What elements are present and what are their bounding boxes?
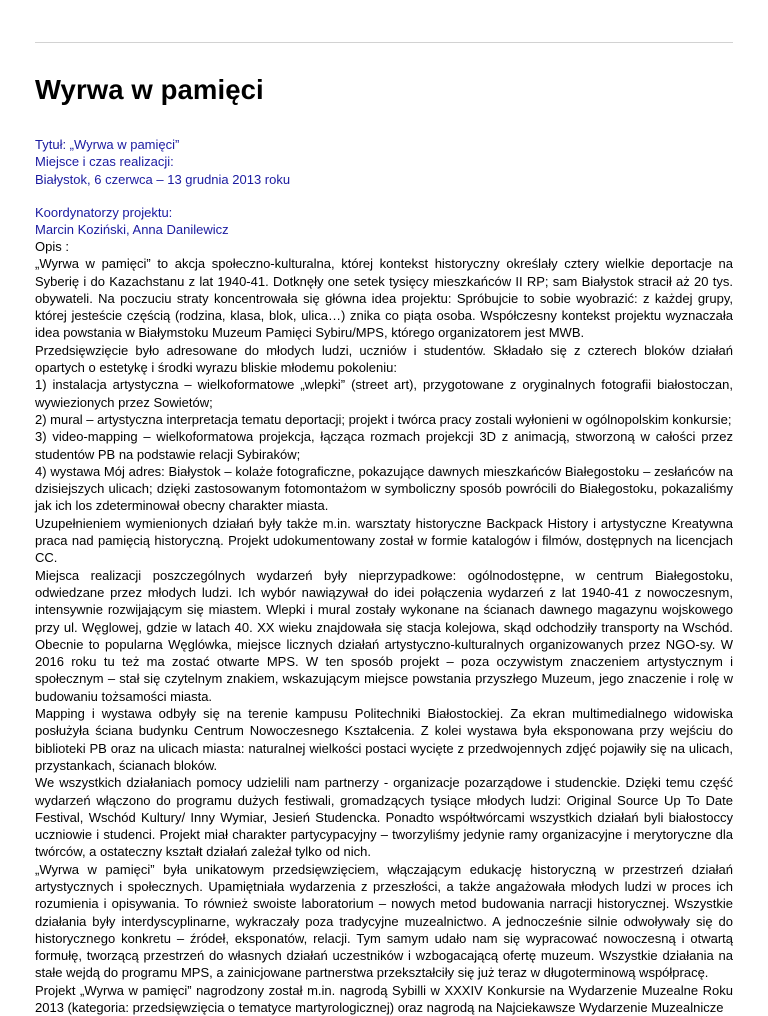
coordinators-value: Marcin Koziński, Anna Danilewicz <box>35 222 229 238</box>
paragraph: Mapping i wystawa odbyły się na terenie kampusu Politechniki Białostockiej. Za ekran multimedialnego widowiska posłużyła ściana budynku Centrum Nowoczesnego Kształcenia. Z kolei wystawa była eksponowana przy wejściu do biblioteki PB oraz na ulicach miasta: naturalnej wielkości postaci wycięte z przedwojennych zdjęć pojawiły się na ulicach, przystankach, ścianach bloków. <box>35 706 733 773</box>
coordinators-label: Koordynatorzy projektu: <box>35 204 173 220</box>
description-label: Opis : <box>35 239 69 254</box>
paragraph: We wszystkich działaniach pomocy udzielili nam partnerzy - organizacje pozarządowe i studenckie. Dzięki temu część wydarzeń włączono do programu dużych festiwali, gromadzących tysiące młodych ludzi: Original Source Up To Date Festival, Wschód Kultury/ Inny Wymiar, Jesień Studencka. Ponadto współtwórcami wszystkich działań byli białostoccy uczniowie i studenci. Projekt miał charakter partycypacyjny – tworzyliśmy jedynie ramy organizacyjne i merytoryczne dla twórców, a ostateczny kształt działań zależał tylko od nich. <box>35 775 733 860</box>
place-time-value: Białystok, 6 czerwca – 13 grudnia 2013 roku <box>35 171 291 187</box>
place-time-label: Miejsce i czas realizacji: <box>35 154 174 170</box>
paragraph: „Wyrwa w pamięci” była unikatowym przedsięwzięciem, włączającym edukację historyczną w przestrzeń działań artystycznych i społecznych. Upamiętniała wydarzenia z przeszłości, a także angażowała młodych ludzi w proces ich rozumienia i opisywania. To również swoiste laboratorium – nowych metod budowania narracji historycznej. Wszystkie działania były interdyscyplinarne, wykraczały poza tradycyjne muzealnictwo. A jednocześnie silnie odwoływały się do historycznego konkretu – źródeł, eksponatów, relacji. Tym samym udało nam się wypracować nowoczesną i otwartą formułę, tworzącą przestrzeń do własnych działań uczestników i wzbogacającą ofertę muzeum. Wszystkie działania na stałe wejdą do programu MPS, a zainicjowane partnerstwa przekształciły się już teraz w długoterminową współpracę. <box>35 861 733 981</box>
paragraph: „Wyrwa w pamięci” to akcja społeczno-kulturalna, której kontekst historyczny określały cztery wielkie deportacje na Syberię i do Kazachstanu z lat 1940-41. Dotknęły one setek tysięcy mieszkańców II RP; sam Białystok stracił aż 20 tys. obywateli. Na poczuciu straty koncentrowała się główna idea projektu: Spróbujcie to sobie wyobrazić: z każdej grupy, której jesteście częścią (rodzina, klasa, blok, ulica…) znika co piąta osoba. Współczesny kontekst projektu wyznaczała idea powstania w Białymstoku Muzeum Pamięci Sybiru/MPS, którego organizatorem jest MWB. <box>35 256 733 341</box>
description-body <box>35 238 733 1016</box>
list-item: 3) video-mapping – wielkoformatowa projekcja, łącząca rozmach projekcji 3D z animacją, stworzoną w całości przez studentów PB na podstawie relacji Sybiraków; <box>35 429 733 462</box>
paragraph: Uzupełnieniem wymienionych działań były także m.in. warsztaty historyczne Backpack History i artystyczne Kreatywna praca nad pamięcią historyczną. Projekt udokumentowany został w formie katalogów i filmów, dostępnych na licencjach CC. <box>35 515 733 566</box>
paragraph: Miejsca realizacji poszczególnych wydarzeń były nieprzypadkowe: ogólnodostępne, w centrum Białegostoku, odwiedzane przez młodych ludzi. Ich wybór nawiązywał do idei połączenia wydarzeń z lat 1940-41 z nowoczesnym, intensywnie rozwijającym się miastem. Wlepki i mural zostały wykonane na ścianach dawnego magazynu wojskowego przy ul. Węglowej, gdzie w latach 40. XX wieku znajdowała się stacja kolejowa, skąd odchodziły transporty na Wschód. Obecnie to popularna Węglówka, miejsce licznych działań artystyczno-kulturalnych organizowanych przez NGO-sy. W 2016 roku tu też ma zostać otwarte MPS. W ten sposób projekt – poza oczywistym znaczeniem artystycznym i społecznym – stał się czytelnym znakiem, wskazującym miejsce powstania przyszłego Muzeum, jego znaczenie i rolę w budowaniu tożsamości miasta. <box>35 567 733 704</box>
list-item: 1) instalacja artystyczna – wielkoformatowe „wlepki” (street art), przygotowane z oryginalnych fotografii białostoczan, wywiezionych przez Sowietów; <box>35 377 733 410</box>
page-title: Wyrwa w pamięci <box>35 74 264 105</box>
list-item: 4) wystawa Mój adres: Białystok – kolaże fotograficzne, pokazujące dawnych mieszkańców Białegostoku – zesłańców na dzisiejszych ulicach; dzięki zastosowanym fotomontażom w symboliczny sposób powrócili do Białegostoku, pokazaliśmy jak ich los zdeterminował obecny charakter miasta. <box>35 463 733 514</box>
project-meta <box>35 136 733 238</box>
paragraph: Przedsięwzięcie było adresowane do młodych ludzi, uczniów i studentów. Składało się z czterech bloków działań opartych o estetykę i środki wyrazu bliskie młodemu pokoleniu: <box>35 342 733 376</box>
top-divider <box>35 42 733 43</box>
list-item: 2) mural – artystyczna interpretacja tematu deportacji; projekt i twórca pracy zostali wyłonieni w ogólnopolskim konkursie; <box>35 411 732 427</box>
title-line: Tytuł: „Wyrwa w pamięci” <box>35 137 180 152</box>
paragraph: Projekt „Wyrwa w pamięci” nagrodzony został m.in. nagrodą Sybilli w XXXIV Konkursie na Wydarzenie Muzealne Roku 2013 (kategoria: przedsięwzięcia o tematyce martyrologicznej) oraz nagrodą na Najciekawsze Wydarzenie Muzealnicze <box>35 982 733 1016</box>
